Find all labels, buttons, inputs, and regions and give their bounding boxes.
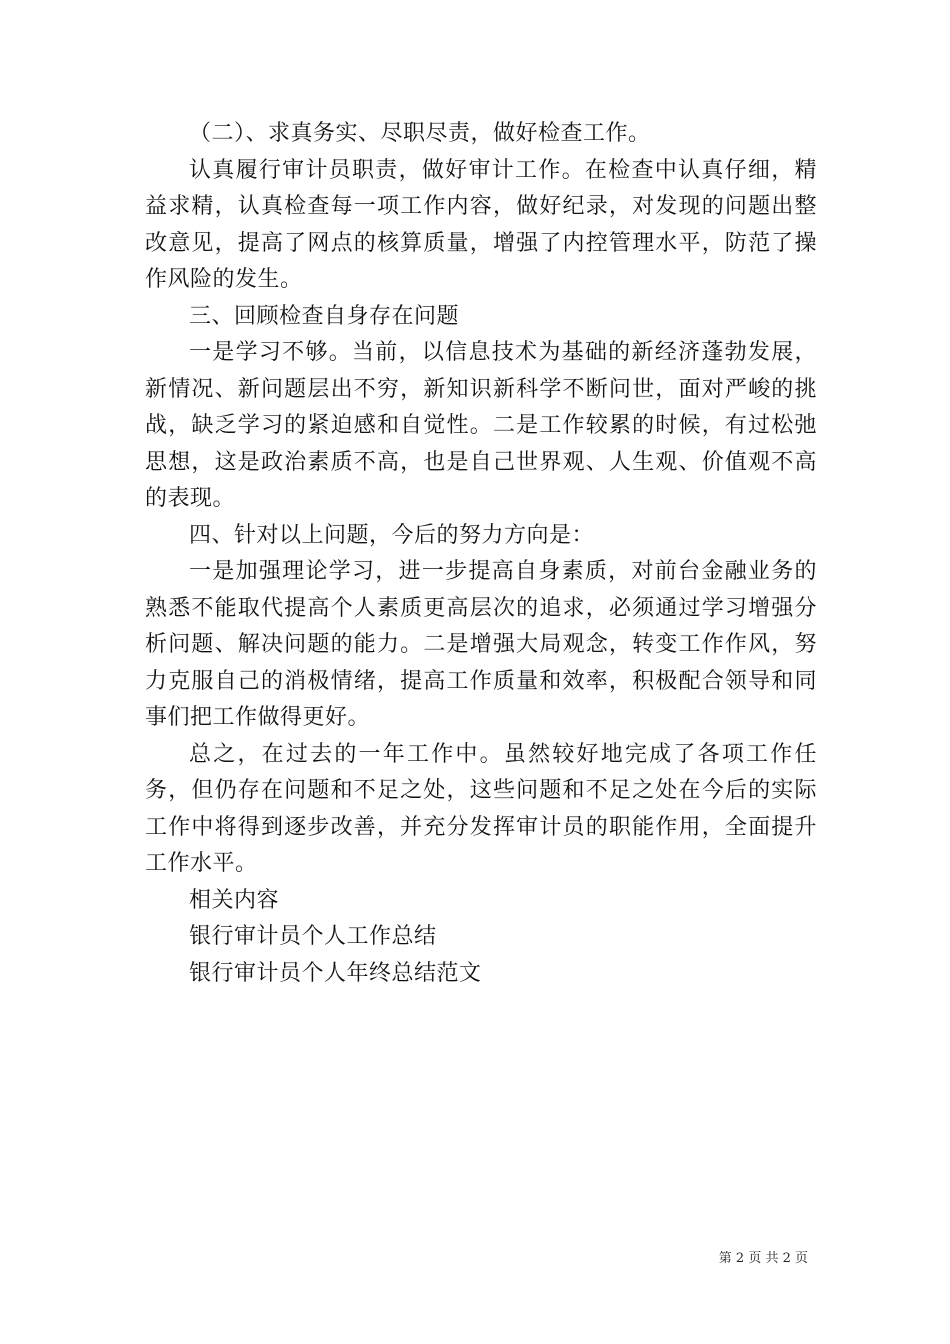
paragraph-section-2-heading: （二）、求真务实、尽职尽责，做好检查工作。 bbox=[189, 121, 651, 146]
related-link-work-summary[interactable]: 银行审计员个人工作总结 bbox=[189, 924, 437, 949]
related-content-heading: 相关内容 bbox=[189, 887, 280, 913]
paragraph-section-4-heading: 四、针对以上问题，今后的努力方向是： bbox=[189, 522, 595, 548]
paragraph-improvement-plan: 一是加强理论学习，进一步提高自身素质，对前台金融业务的熟悉不能取代提高个人素质更高层次的追求，必须通过学习增强分析问题、解决问题的能力。二是增强大局观念，转变工作作风，努力克服自己的消极情绪，提高工作质量和效率，积极配合领导和同事们把工作做得更好。 bbox=[145, 559, 817, 730]
related-link-year-end-summary[interactable]: 银行审计员个人年终总结范文 bbox=[189, 960, 482, 986]
paragraph-section-3-heading: 三、回顾检查自身存在问题 bbox=[189, 303, 460, 329]
document-body bbox=[145, 116, 817, 992]
paragraph-audit-duties: 认真履行审计员职责，做好审计工作。在检查中认真仔细，精益求精，认真检查每一项工作内容，做好纪录，对发现的问题出整改意见，提高了网点的核算质量，增强了内控管理水平，防范了操作风险的发生。 bbox=[145, 157, 817, 292]
paragraph-conclusion: 总之，在过去的一年工作中。虽然较好地完成了各项工作任务，但仍存在问题和不足之处，这些问题和不足之处在今后的实际工作中将得到逐步改善，并充分发挥审计员的职能作用，全面提升工作水平。 bbox=[145, 741, 817, 876]
paragraph-self-review: 一是学习不够。当前，以信息技术为基础的新经济蓬勃发展，新情况、新问题层出不穷，新知识新科学不断问世，面对严峻的挑战，缺乏学习的紧迫感和自觉性。二是工作较累的时候，有过松弛思想，这是政治素质不高，也是自己世界观、人生观、价值观不高的表现。 bbox=[145, 340, 817, 511]
page-number-footer: 第 2 页 共 2 页 bbox=[718, 1251, 808, 1266]
